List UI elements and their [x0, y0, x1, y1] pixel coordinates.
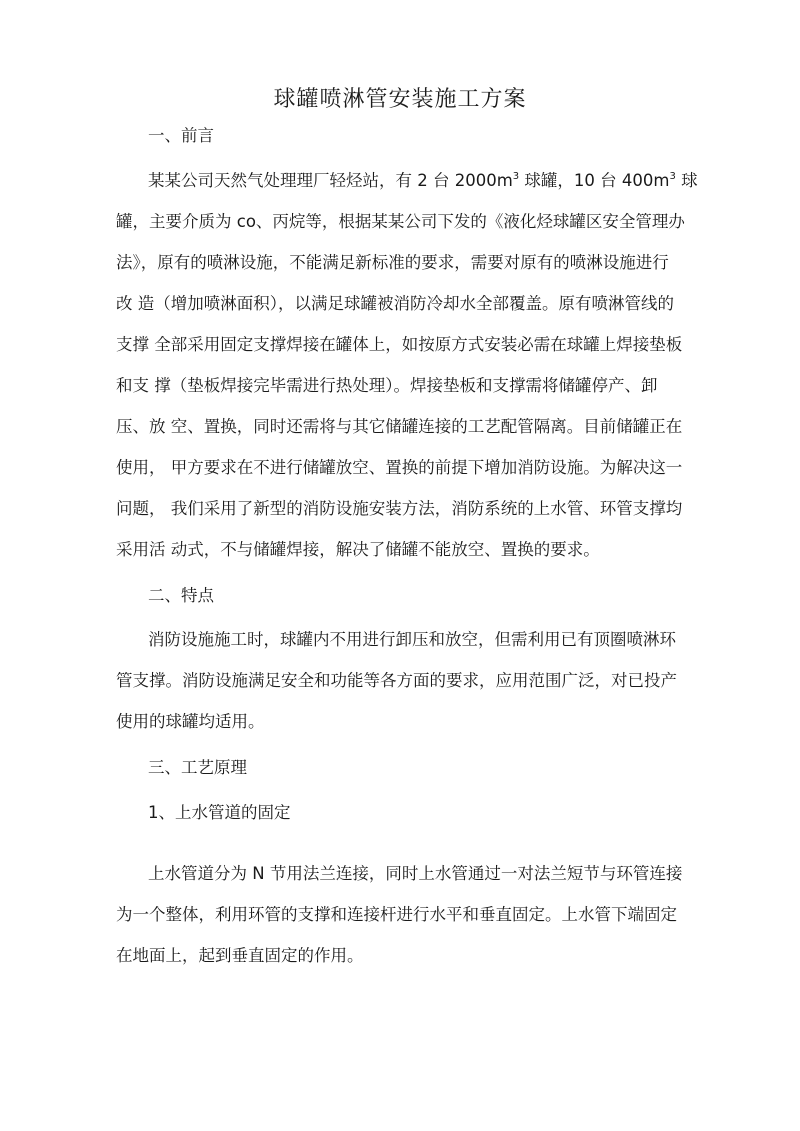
text-span: 球罐，10 台 400m: [519, 171, 670, 190]
paragraph-line: 罐，主要介质为 co、丙烷等，根据某某公司下发的《液化烃球罐区安全管理办: [116, 212, 685, 231]
paragraph-line: 和支 撑（垫板焊接完毕需进行热处理）。焊接垫板和支撑需将储罐停产、卸: [116, 376, 658, 395]
paragraph-line: 使用， 甲方要求在不进行储罐放空、置换的前提下增加消防设施。为解决这一: [116, 458, 683, 477]
paragraph-line: 消防设施施工时，球罐内不用进行卸压和放空，但需利用已有顶圈喷淋环: [148, 630, 676, 649]
section-heading-preface: 一、前言: [148, 126, 214, 145]
paragraph-line: 法》，原有的喷淋设施，不能满足新标准的要求，需要对原有的喷淋设施进行: [116, 253, 669, 272]
paragraph-line: 采用活 动式，不与储罐焊接，解决了储罐不能放空、置换的要求。: [116, 540, 600, 559]
paragraph-line: 上水管道分为 N 节用法兰连接，同时上水管通过一对法兰短节与环管连接: [148, 864, 683, 883]
paragraph-line: 为一个整体，利用环管的支撑和连接杆进行水平和垂直固定。上水管下端固定: [116, 905, 677, 924]
text-span: 球: [675, 171, 698, 190]
paragraph-line: 问题， 我们采用了新型的消防设施安装方法，消防系统的上水管、环管支撑均: [116, 499, 683, 518]
paragraph-line: 压、放 空、置换，同时还需将与其它储罐连接的工艺配管隔离。目前储罐正在: [116, 417, 683, 436]
paragraph-line: [148, 170, 698, 192]
subsection-heading: 1、上水管道的固定: [148, 803, 291, 822]
paragraph-line: 改 造（增加喷淋面积），以满足球罐被消防冷却水全部覆盖。原有喷淋管线的: [116, 294, 674, 313]
superscript: 3: [512, 171, 520, 182]
paragraph-line: 管支撑。消防设施满足安全和功能等各方面的要求，应用范围广泛，对已投产: [116, 671, 677, 690]
text-span: 某某公司天然气处理理厂轻烃站，有 2 台 2000m: [148, 171, 513, 190]
paragraph-line: 在地面上，起到垂直固定的作用。: [116, 946, 364, 965]
paragraph-line: 支撑 全部采用固定支撑焊接在罐体上，如按原方式安装必需在球罐上焊接垫板: [116, 335, 683, 354]
section-heading-principle: 三、工艺原理: [148, 758, 247, 777]
superscript: 3: [669, 171, 676, 182]
document-title: 球罐喷淋管安装施工方案: [273, 87, 527, 112]
section-heading-features: 二、特点: [148, 586, 214, 605]
paragraph-line: 使用的球罐均适用。: [116, 712, 265, 731]
